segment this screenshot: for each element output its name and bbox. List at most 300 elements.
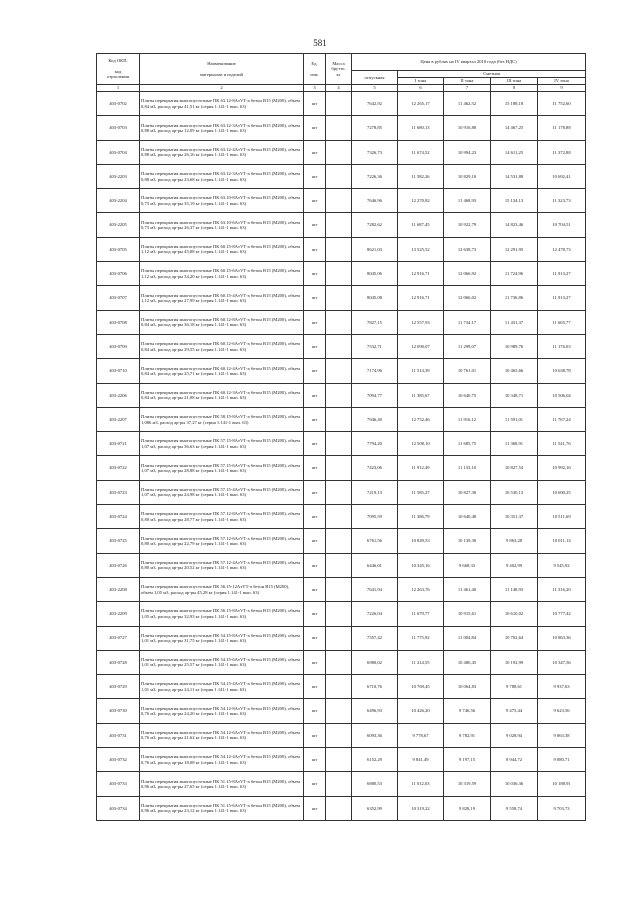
row-name: Плиты перекрытия многопустотные ПК 54.12-8AтVТ-а бетон B15 (M200), объем 0,76 м3, расход ар-ры 24,20 кг (серия 1.141-1 вып. 63) [140, 699, 304, 723]
row-unit: шт [304, 383, 326, 407]
row-zone-1-price: 11 585,27 [398, 480, 444, 504]
row-mass [326, 286, 352, 310]
row-zone-4-price: 10 188,91 [538, 772, 586, 796]
row-mass [326, 748, 352, 772]
row-unit: шт [304, 286, 326, 310]
table-row [97, 796, 586, 820]
zone-1-header: I зона [398, 78, 444, 85]
row-zone-4-price: 11 541,76 [538, 432, 586, 456]
row-zone-2-price: 11 461,40 [444, 577, 491, 601]
row-zone-1-price: 12 090,07 [398, 334, 444, 358]
row-mass [326, 213, 352, 237]
row-zone-3-price: 15 188,18 [491, 92, 538, 116]
table-row [97, 92, 586, 116]
table-row [97, 626, 586, 650]
row-code: 403-0704 [97, 140, 140, 164]
table-row [97, 723, 586, 747]
table-row [97, 675, 586, 699]
row-unit: шт [304, 602, 326, 626]
row-zone-4-price: 11 178,88 [538, 116, 586, 140]
row-code: 403-2205 [97, 213, 140, 237]
table-row [97, 286, 586, 310]
row-zone-1-price: 10 426,20 [398, 699, 444, 723]
row-unit: шт [304, 262, 326, 286]
row-zone-2-price: 10 640,48 [444, 505, 491, 529]
row-zone-1-price: 11 214,55 [398, 650, 444, 674]
table-row [97, 140, 586, 164]
row-zone-2-price: 12 066,92 [444, 262, 491, 286]
row-unit: шт [304, 213, 326, 237]
row-zone-3-price: 11 724,96 [491, 262, 538, 286]
row-unit: шт [304, 675, 326, 699]
row-zone-3-price: 11 736,86 [491, 286, 538, 310]
row-zone-2-price: 11 916,12 [444, 407, 491, 431]
row-zone-3-price: 10 465,66 [491, 359, 538, 383]
row-unit: шт [304, 407, 326, 431]
code-column-header: Код ОКП, код отрасления [97, 54, 140, 85]
row-release-price: 7226,04 [352, 602, 398, 626]
row-zone-3-price: 10 192,99 [491, 650, 538, 674]
row-zone-1-price: 12 265,17 [398, 92, 444, 116]
table-row [97, 772, 586, 796]
row-release-price: 7278,85 [352, 116, 398, 140]
row-zone-4-price: 10 777,42 [538, 602, 586, 626]
row-name: Плиты перекрытия многопустотные ПК 63.12-3AтVТ-а бетон B15 (M200), объем 0,88 м3, расход ар-ры 23,68 кг (серия 1.141-1 вып. 63) [140, 164, 304, 188]
table-row [97, 577, 586, 601]
row-mass [326, 529, 352, 553]
row-zone-2-price: 10 994,23 [444, 140, 491, 164]
row-name: Плиты перекрытия многопустотные ПК 57.12-8AтVТ-а бетон B15 (M200), объем 0,80 м3, расход ар-ры 28,77 кг (серия 1.141-1 вып. 63) [140, 505, 304, 529]
row-zone-2-price: 10 922,79 [444, 213, 491, 237]
row-mass [326, 140, 352, 164]
row-unit: шт [304, 505, 326, 529]
row-zone-2-price: 12 066,02 [444, 286, 491, 310]
row-release-price: 6980,02 [352, 650, 398, 674]
row-zone-4-price: 11 767,24 [538, 407, 586, 431]
row-code: 403-0703 [97, 116, 140, 140]
row-zone-3-price: 10 610,02 [491, 602, 538, 626]
row-unit: шт [304, 480, 326, 504]
row-zone-2-price: 11 133,10 [444, 456, 491, 480]
zone-3-header: III зона [491, 78, 538, 85]
row-zone-2-price: 11 299,07 [444, 334, 491, 358]
table-row [97, 262, 586, 286]
row-zone-4-price: 10 992,16 [538, 456, 586, 480]
row-release-price: 7219,13 [352, 480, 398, 504]
row-name: Плиты перекрытия многопустотные ПК 63.10-8AтVТ-а бетон B15 (M200), объем 0,73 м3, расход ар-ры 35,19 кг (серия 1.141-1 вып. 63) [140, 189, 304, 213]
row-name: Плиты перекрытия многопустотные ПК 54.12-4AтVТ-а бетон B15 (M200), объем 0,76 м3, расход ар-ры 18,08 кг (серия 1.141-1 вып. 63) [140, 748, 304, 772]
row-zone-4-price: 10 704,51 [538, 213, 586, 237]
row-zone-4-price: 11 372,88 [538, 140, 586, 164]
row-zone-1-price: 12 508,10 [398, 432, 444, 456]
row-zone-3-price: 10 351,37 [491, 505, 538, 529]
row-zone-2-price: 10 480,45 [444, 650, 491, 674]
table-row [97, 383, 586, 407]
row-zone-2-price: 10 916,88 [444, 116, 491, 140]
row-zone-4-price: 9 937,63 [538, 675, 586, 699]
column-number: 3 [304, 85, 326, 92]
row-release-price: 7357,42 [352, 626, 398, 650]
table-row [97, 407, 586, 431]
row-code: 403-0728 [97, 650, 140, 674]
table-row [97, 432, 586, 456]
row-zone-4-price: 9 545,92 [538, 553, 586, 577]
column-number: 2 [140, 85, 304, 92]
row-code: 403-0727 [97, 626, 140, 650]
row-zone-2-price: 10 915,61 [444, 602, 491, 626]
name-column-header: Наименование материалов и изделий [140, 54, 304, 85]
row-mass [326, 116, 352, 140]
row-zone-1-price: 13 525,52 [398, 237, 444, 261]
row-zone-3-price: 10 702,64 [491, 626, 538, 650]
row-zone-2-price: 9 746,56 [444, 699, 491, 723]
row-zone-3-price: 8 944,72 [491, 748, 538, 772]
row-zone-3-price: 10 827,54 [491, 456, 538, 480]
row-mass [326, 262, 352, 286]
column-number: 1 [97, 85, 140, 92]
row-zone-3-price: 9 475,44 [491, 699, 538, 723]
row-zone-4-price: 10 690,25 [538, 480, 586, 504]
row-release-price: 7794,20 [352, 432, 398, 456]
row-name: Плиты перекрытия многопустотные ПК 57.12-4AтVТ-а бетон B15 (M200), объем 0,80 м3, расход ар-ры 20,52 кг (серия 1.141-1 вып. 63) [140, 553, 304, 577]
row-release-price: 7095,59 [352, 505, 398, 529]
table-row [97, 164, 586, 188]
table-row [97, 529, 586, 553]
table-row [97, 237, 586, 261]
row-zone-2-price: 10 319,59 [444, 772, 491, 796]
row-zone-4-price: 11 323,73 [538, 189, 586, 213]
row-name: Плиты перекрытия многопустотные ПК 54.15-8AтVТ-а бетон B15 (M200), объем 1,01 м3, расход ар-ры 31,75 кг (серия 1.141-1 вып. 63) [140, 626, 304, 650]
row-zone-1-price: 11 385,67 [398, 383, 444, 407]
row-release-price: 7642,92 [352, 92, 398, 116]
row-code: 403-0722 [97, 456, 140, 480]
row-zone-2-price: 10 829,10 [444, 164, 491, 188]
row-unit: шт [304, 164, 326, 188]
row-mass [326, 553, 352, 577]
zone-2-header: II зона [444, 78, 491, 85]
row-mass [326, 480, 352, 504]
row-name: Плиты перекрытия многопустотные ПК 57.15-8AтVТ-а бетон B15 (M200), объем 1,07 м3, расход ар-ры 36,63 кг (серия 1.141-1 вып. 63) [140, 432, 304, 456]
row-zone-2-price: 9 828,19 [444, 796, 491, 820]
row-name: Плиты перекрытия многопустотные ПК 60.12-6AтVТ-а бетон B15 (M200), объем 0,84 м3, расход ар-ры 29,55 кг (серия 1.141-1 вып. 63) [140, 334, 304, 358]
row-zone-1-price: 9 778,67 [398, 723, 444, 747]
row-unit: шт [304, 796, 326, 820]
row-name: Плиты перекрытия многопустотные ПК 60.12-8AтVТ-а бетон B15 (M200), объем 0,84 м3, расход ар-ры 36,18 кг (серия 1.141-1 вып. 63) [140, 310, 304, 334]
row-zone-4-price: 10 347,56 [538, 650, 586, 674]
row-name: Плиты перекрытия многопустотные ПК 58.15-8AтVТ-а бетон B15 (M200), объем 1,086 м3, расход ар-ры 37,27 кг (серия 1.141-1 вып. 63) [140, 407, 304, 431]
row-zone-3-price: 10 989,76 [491, 334, 538, 358]
row-zone-3-price: 10 348,71 [491, 383, 538, 407]
row-zone-3-price: 10 530,13 [491, 480, 538, 504]
row-zone-1-price: 10 849,53 [398, 529, 444, 553]
row-code: 403-0726 [97, 553, 140, 577]
row-unit: шт [304, 334, 326, 358]
row-unit: шт [304, 140, 326, 164]
row-code: 403-0724 [97, 505, 140, 529]
row-zone-3-price: 11 431,37 [491, 310, 538, 334]
row-release-price: 7646,96 [352, 189, 398, 213]
row-unit: шт [304, 359, 326, 383]
row-code: 403-0706 [97, 262, 140, 286]
row-unit: шт [304, 456, 326, 480]
row-zone-3-price: 9 788,61 [491, 675, 538, 699]
unit-column-header: Ед. изм. [304, 54, 326, 85]
row-mass [326, 505, 352, 529]
column-number: 7 [444, 85, 491, 92]
row-code: 403-0709 [97, 334, 140, 358]
column-number: 4 [326, 85, 352, 92]
row-code: 403-0710 [97, 359, 140, 383]
row-zone-1-price: 11 912,49 [398, 456, 444, 480]
table-row [97, 334, 586, 358]
row-zone-2-price: 10 827,30 [444, 480, 491, 504]
row-name: Плиты перекрытия многопустотные ПК 63.12-8AтVТ-а бетон B15 (M200), объем 0,84 м3, расход ар-ры 41,51 кг (серия 1.141-1 вып. 63) [140, 92, 304, 116]
row-zone-4-price: 9 080,71 [538, 748, 586, 772]
row-code: 403-0725 [97, 529, 140, 553]
row-zone-4-price: 10 011,14 [538, 529, 586, 553]
row-release-price: 8621,03 [352, 237, 398, 261]
row-zone-1-price: 12 270,82 [398, 189, 444, 213]
row-zone-2-price: 9 668,33 [444, 553, 491, 577]
row-zone-3-price: 9 558,74 [491, 796, 538, 820]
row-zone-4-price: 10 863,36 [538, 626, 586, 650]
row-zone-3-price: 15 134,13 [491, 189, 538, 213]
row-release-price: 7174,96 [352, 359, 398, 383]
row-code: 403-2207 [97, 407, 140, 431]
row-code: 403-0734 [97, 796, 140, 820]
table-row [97, 189, 586, 213]
row-unit: шт [304, 189, 326, 213]
row-mass [326, 432, 352, 456]
table-row [97, 505, 586, 529]
row-unit: шт [304, 553, 326, 577]
row-zone-3-price: 9 863,28 [491, 529, 538, 553]
row-zone-1-price: 10 345,16 [398, 553, 444, 577]
row-release-price: 7423,06 [352, 456, 398, 480]
row-unit: шт [304, 699, 326, 723]
zone-4-header: IV зона [538, 78, 586, 85]
row-zone-2-price: 9 197,15 [444, 748, 491, 772]
row-release-price: 7326,73 [352, 140, 398, 164]
column-number: 5 [352, 85, 398, 92]
row-unit: шт [304, 577, 326, 601]
row-release-price: 6352,99 [352, 796, 398, 820]
row-name: Плиты перекрытия многопустотные ПК 60.15-4AтVТ-а бетон B15 (M200), объем 1,12 м3, расход ар-ры 27,99 кг (серия 1.141-1 вып. 63) [140, 286, 304, 310]
row-unit: шт [304, 650, 326, 674]
row-release-price: 7641,94 [352, 577, 398, 601]
release-price-header: отпускная [352, 71, 398, 85]
row-mass [326, 359, 352, 383]
row-name: Плиты перекрытия многопустотные ПК 63.12-3AтVТ-а бетон B15 (M200), объем 0,88 м3, расход ар-ры 12,09 кг (серия 1.141-1 вып. 63) [140, 116, 304, 140]
row-code: 403-0707 [97, 286, 140, 310]
row-name: Плиты перекрытия многопустотные ПК 54.12-6AтVТ-а бетон B15 (M200), объем 0,76 м3, расход ар-ры 21,62 кг (серия 1.141-1 вып. 63) [140, 723, 304, 747]
price-table [96, 53, 586, 821]
row-name: Плиты перекрытия многопустотные ПК 60.12-3AтVТ-а бетон B15 (M200), объем 0,84 м3, расход ар-ры 21,08 кг (серия 1.141-1 вып. 63) [140, 383, 304, 407]
row-mass [326, 602, 352, 626]
table-row [97, 748, 586, 772]
row-zone-2-price: 11 468,93 [444, 189, 491, 213]
row-mass [326, 723, 352, 747]
row-code: 403-2208 [97, 577, 140, 601]
row-zone-1-price: 12 752,46 [398, 407, 444, 431]
row-zone-4-price: 10 638,78 [538, 359, 586, 383]
row-zone-1-price: 11 386,79 [398, 505, 444, 529]
page-number: 581 [313, 38, 327, 48]
row-zone-1-price: 10 319,22 [398, 796, 444, 820]
row-name: Плиты перекрытия многопустотные ПК 57.12-6AтVТ-а бетон B15 (M200), объем 0,80 м3, расход ар-ры 22,79 кг (серия 1.141-1 вып. 63) [140, 529, 304, 553]
row-code: 403-0730 [97, 699, 140, 723]
row-zone-4-price: 12 478,73 [538, 237, 586, 261]
row-zone-1-price: 11 012,03 [398, 772, 444, 796]
row-code: 403-2204 [97, 189, 140, 213]
row-zone-1-price: 11 679,77 [398, 602, 444, 626]
table-row [97, 116, 586, 140]
row-zone-2-price: 10 640,75 [444, 383, 491, 407]
row-zone-1-price: 12 557,93 [398, 310, 444, 334]
row-zone-3-price: 14 611,25 [491, 140, 538, 164]
row-zone-3-price: 12 291,95 [491, 237, 538, 261]
row-zone-4-price: 11 752,60 [538, 92, 586, 116]
row-zone-4-price: 10 506,04 [538, 383, 586, 407]
row-zone-4-price: 10 692,41 [538, 164, 586, 188]
row-zone-3-price: 9 028,94 [491, 723, 538, 747]
row-release-price: 6710,76 [352, 675, 398, 699]
row-unit: шт [304, 237, 326, 261]
row-zone-1-price: 10 769,45 [398, 675, 444, 699]
row-zone-2-price: 10 761,01 [444, 359, 491, 383]
row-release-price: 6446,01 [352, 553, 398, 577]
row-zone-2-price: 10 139,30 [444, 529, 491, 553]
row-code: 403-0729 [97, 675, 140, 699]
row-zone-1-price: 11 514,39 [398, 359, 444, 383]
row-zone-4-price: 11 176,03 [538, 334, 586, 358]
row-zone-3-price: 11 591,01 [491, 407, 538, 431]
row-mass [326, 334, 352, 358]
row-mass [326, 456, 352, 480]
row-release-price: 8045,06 [352, 262, 398, 286]
row-mass [326, 650, 352, 674]
row-unit: шт [304, 310, 326, 334]
row-zone-1-price: 12 263,76 [398, 577, 444, 601]
row-mass [326, 310, 352, 334]
table-row [97, 456, 586, 480]
row-mass [326, 164, 352, 188]
row-zone-1-price: 12 916,71 [398, 286, 444, 310]
table-row [97, 699, 586, 723]
row-mass [326, 383, 352, 407]
row-code: 403-0721 [97, 432, 140, 456]
row-zone-1-price: 12 916,71 [398, 262, 444, 286]
table-row [97, 650, 586, 674]
row-zone-1-price: 11 680,13 [398, 116, 444, 140]
table-row [97, 480, 586, 504]
row-name: Плиты перекрытия многопустотные ПК 56.15-8AтVТ-а бетон B15 (M200), объем 1,05 м3, расход ар-ры 32,93 кг (серия 1.141-1 вып. 63) [140, 602, 304, 626]
row-zone-3-price: 14 467,25 [491, 116, 538, 140]
row-name: Плиты перекрытия многопустотные ПК 60.12-4AтVТ-а бетон B15 (M200), объем 0,84 м3, расход ар-ры 25,71 кг (серия 1.141-1 вып. 63) [140, 359, 304, 383]
row-unit: шт [304, 529, 326, 553]
row-mass [326, 577, 352, 601]
row-zone-2-price: 11 734,17 [444, 310, 491, 334]
row-unit: шт [304, 723, 326, 747]
table-row [97, 310, 586, 334]
row-zone-2-price: 9 782,91 [444, 723, 491, 747]
row-mass [326, 675, 352, 699]
row-zone-3-price: 10 036,36 [491, 772, 538, 796]
row-code: 403-2206 [97, 383, 140, 407]
row-zone-2-price: 11 462,52 [444, 92, 491, 116]
row-zone-4-price: 11 605,77 [538, 310, 586, 334]
row-release-price: 6761,56 [352, 529, 398, 553]
row-name: Плиты перекрытия многопустотные ПК 51.15-8AтVТ-а бетон B15 (M200), объем 0,96 м3, расход ар-ры 27,65 кг (серия 1.141-1 вып. 63) [140, 772, 304, 796]
row-name: Плиты перекрытия многопустотные ПК 63.12-4AтVТ-а бетон B15 (M200), объем 0,88 м3, расход ар-ры 26,16 кг (серия 1.141-1 вып. 63) [140, 140, 304, 164]
row-release-price: 6496,93 [352, 699, 398, 723]
table-row [97, 602, 586, 626]
row-name: Плиты перекрытия многопустотные ПК 54.15-6AтVТ-а бетон B15 (M200), объем 1,01 м3, расход ар-ры 25,57 кг (серия 1.141-1 вып. 63) [140, 650, 304, 674]
row-zone-3-price: 11 368,91 [491, 432, 538, 456]
price-title-header: Цена в рублях на IV квартал 2010 года (без НДС) [352, 54, 586, 71]
row-mass [326, 92, 352, 116]
row-unit: шт [304, 432, 326, 456]
table-row [97, 359, 586, 383]
row-release-price: 7282,62 [352, 213, 398, 237]
row-release-price: 6152,29 [352, 748, 398, 772]
row-unit: шт [304, 772, 326, 796]
estimate-price-header: Сметная [398, 71, 586, 78]
row-zone-3-price: 9 402,99 [491, 553, 538, 577]
table-row [97, 213, 586, 237]
row-zone-1-price: 11 687,45 [398, 213, 444, 237]
row-zone-1-price: 11 775,92 [398, 626, 444, 650]
row-zone-1-price: 9 841,49 [398, 748, 444, 772]
row-zone-2-price: 11 004,84 [444, 626, 491, 650]
row-code: 403-2209 [97, 602, 140, 626]
row-release-price: 6093,36 [352, 723, 398, 747]
row-zone-3-price: 11 148,93 [491, 577, 538, 601]
row-mass [326, 237, 352, 261]
row-zone-4-price: 11 913,27 [538, 262, 586, 286]
column-number: 8 [491, 85, 538, 92]
row-zone-1-price: 11 674,52 [398, 140, 444, 164]
table-row [97, 553, 586, 577]
row-mass [326, 407, 352, 431]
row-release-price: 7532,71 [352, 334, 398, 358]
row-zone-4-price: 9 063,38 [538, 723, 586, 747]
row-mass [326, 699, 352, 723]
row-zone-3-price: 14 823,46 [491, 213, 538, 237]
row-zone-2-price: 12 638,73 [444, 237, 491, 261]
row-zone-4-price: 10 511,69 [538, 505, 586, 529]
row-code: 403-0733 [97, 772, 140, 796]
row-zone-4-price: 9 703,73 [538, 796, 586, 820]
row-zone-4-price: 11 913,27 [538, 286, 586, 310]
row-code: 403-0705 [97, 237, 140, 261]
row-release-price: 7946,40 [352, 407, 398, 431]
column-number: 9 [538, 85, 586, 92]
row-zone-2-price: 10 064,83 [444, 675, 491, 699]
row-unit: шт [304, 116, 326, 140]
mass-column-header: Масса брутто, кг [326, 54, 352, 85]
row-mass [326, 772, 352, 796]
row-unit: шт [304, 748, 326, 772]
row-name: Плиты перекрытия многопустотные ПК 57.15-6AтVТ-а бетон B15 (M200), объем 1,07 м3, расход ар-ры 28,88 кг (серия 1.141-1 вып. 63) [140, 456, 304, 480]
row-zone-2-price: 11 685,75 [444, 432, 491, 456]
row-unit: шт [304, 626, 326, 650]
column-number: 6 [398, 85, 444, 92]
row-code: 403-0702 [97, 92, 140, 116]
row-unit: шт [304, 92, 326, 116]
row-zone-1-price: 11 582,26 [398, 164, 444, 188]
row-code: 403-0731 [97, 723, 140, 747]
